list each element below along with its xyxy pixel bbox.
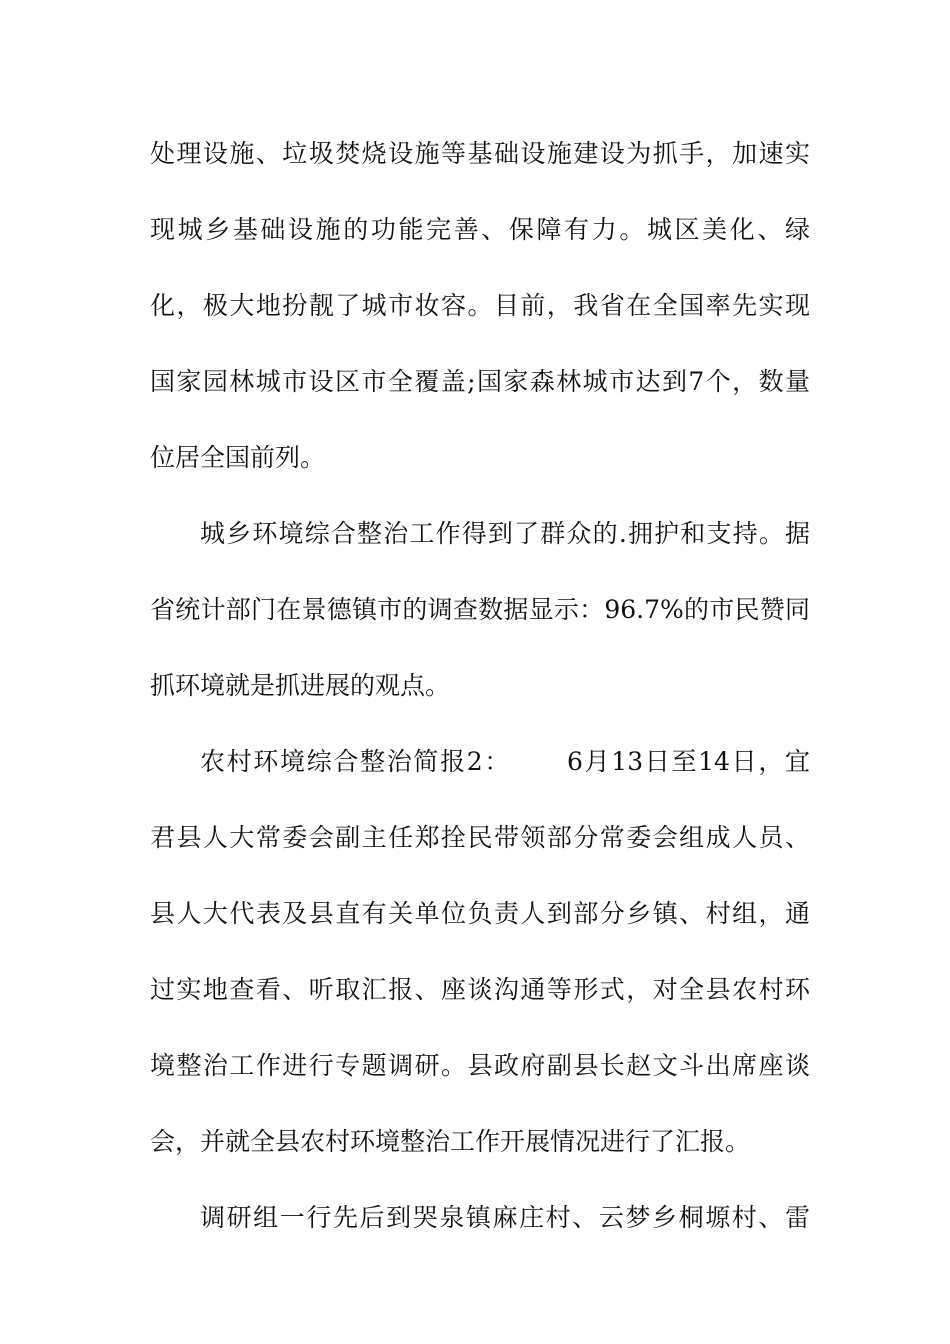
text-line: 境整治工作进行专题调研。县政府副县长赵文斗出席座谈 [150, 1051, 810, 1080]
text-line: 现城乡基础设施的功能完善、保障有力。城区美化、绿 [150, 215, 810, 244]
text-line: 会，并就全县农村环境整治工作开展情况进行了汇报。 [150, 1127, 751, 1156]
text-line: 君县人大常委会副主任郑拴民带领部分常委会组成人员、 [150, 823, 810, 852]
briefing-heading: 农村环境综合整治简报2： [200, 747, 512, 776]
text-line: 位居全国前列。 [150, 443, 326, 472]
paragraph-survey-tour [150, 1180, 810, 1256]
text-line [150, 724, 810, 800]
text-line: 处理设施、垃圾焚烧设施等基础设施建设为抓手，加速实 [150, 139, 810, 168]
text-line: 调研组一行先后到哭泉镇麻庄村、云梦乡桐塬村、雷 [200, 1203, 810, 1232]
text-line: 抓环境就是抓进展的观点。 [150, 671, 451, 700]
briefing-date-text: 6月13日至14日，宜 [567, 747, 810, 776]
text-line: 过实地查看、听取汇报、座谈沟通等形式，对全县农村环 [150, 975, 810, 1004]
paragraph-infrastructure [150, 116, 810, 496]
text-line: 城乡环境综合整治工作得到了群众的.拥护和支持。据 [200, 519, 810, 548]
text-line: 县人大代表及县直有关单位负责人到部分乡镇、村组，通 [150, 899, 810, 928]
text-line: 化，极大地扮靓了城市妆容。目前，我省在全国率先实现 [150, 291, 810, 320]
text-line: 省统计部门在景德镇市的调查数据显示：96.7%的市民赞同 [150, 595, 810, 624]
paragraph-public-support [150, 496, 810, 724]
document-body [150, 116, 810, 1256]
text-line: 国家园林城市设区市全覆盖;国家森林城市达到7个，数量 [150, 367, 810, 396]
paragraph-briefing-2 [150, 724, 810, 1180]
